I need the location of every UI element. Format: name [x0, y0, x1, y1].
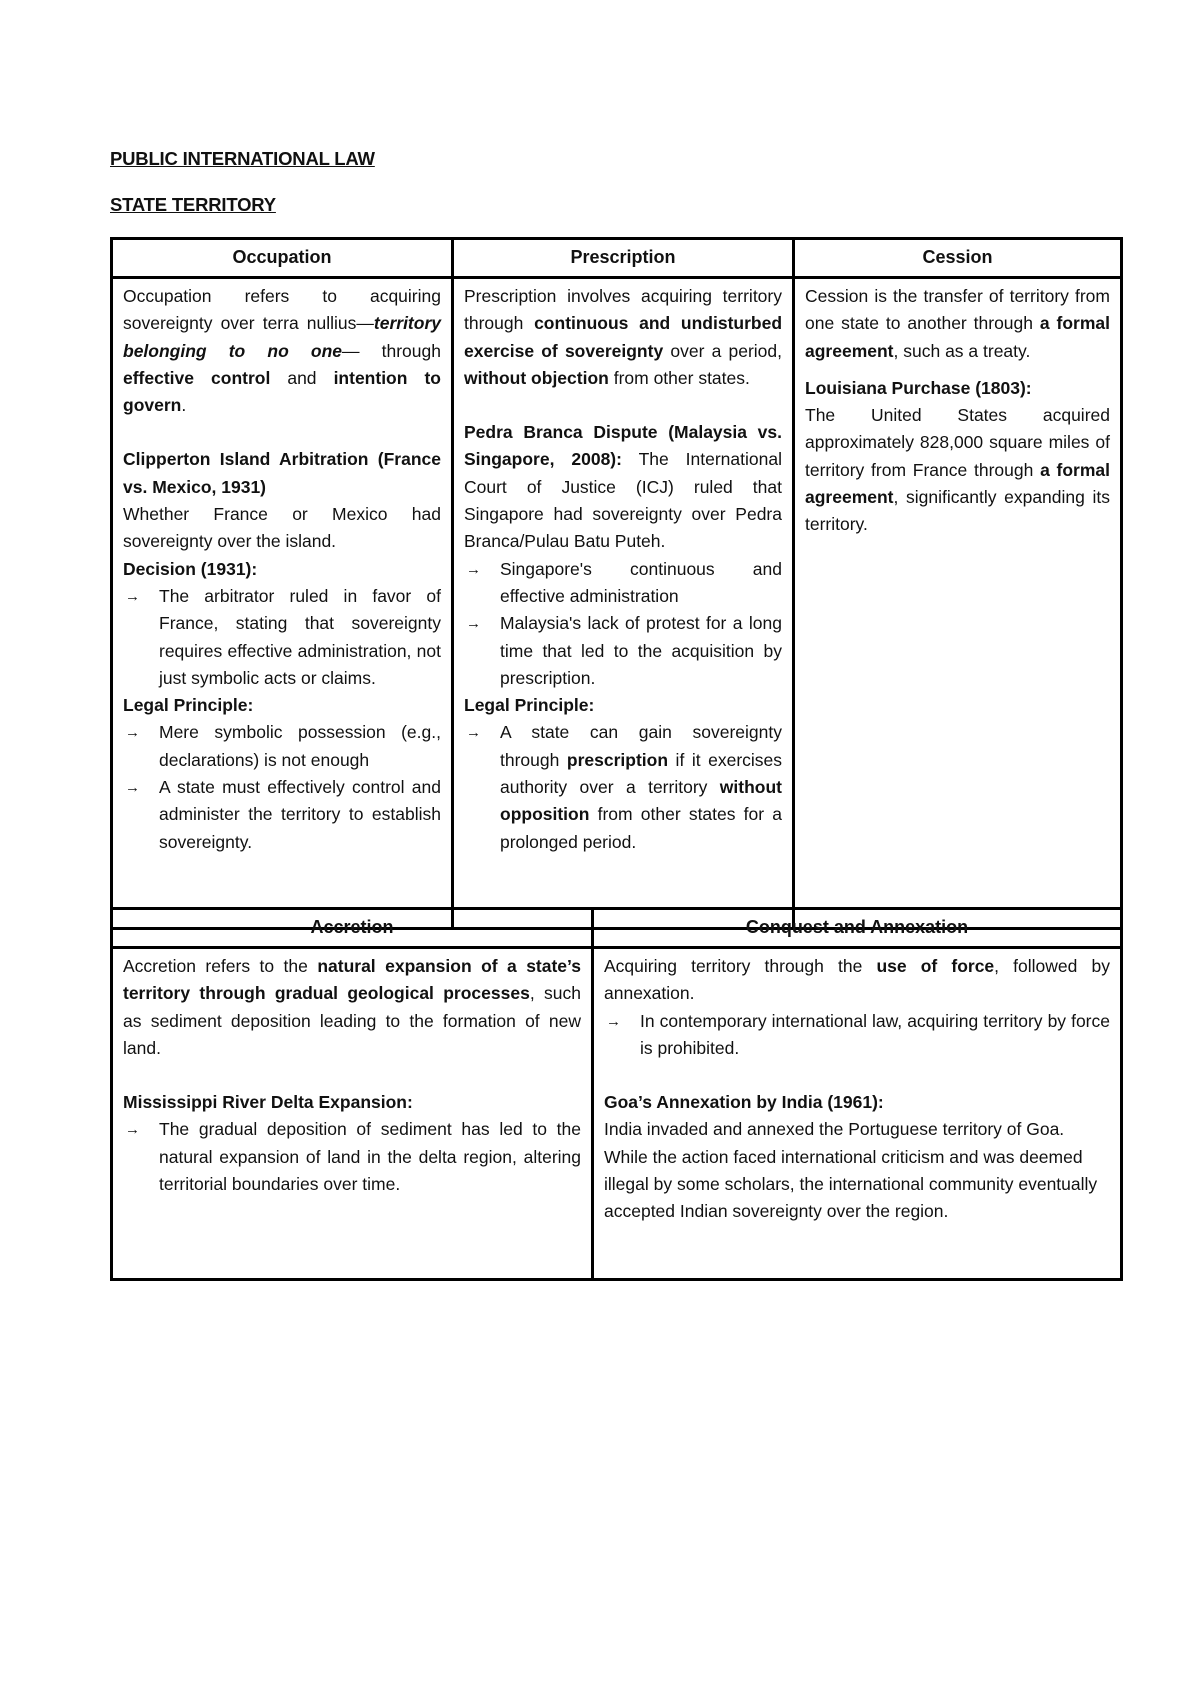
prescription-case-desc: The International Court of Justice (ICJ) ruled that Singapore had sovereignty over Pedra Branca/Pulau Batu Puteh.	[464, 449, 782, 552]
occupation-decision-list	[123, 583, 441, 692]
prescription-case	[464, 419, 782, 555]
accretion-header: Accretion	[112, 909, 593, 948]
occupation-case-desc: Whether France or Mexico had sovereignty over the island.	[123, 504, 441, 552]
occupation-decision-label: Decision (1931):	[123, 558, 258, 579]
cession-header: Cession	[794, 239, 1122, 278]
conquest-cell	[593, 948, 1122, 1280]
prescription-header: Prescription	[453, 239, 794, 278]
cession-intro: Cession is the transfer of territory from one state to another through a formal agreement, such as a treaty.	[805, 286, 1111, 361]
prescription-intro: Prescription involves acquiring territory through continuous and undisturbed exercise of sovereignty over a period, without objection from other states.	[464, 286, 783, 388]
cession-cell	[794, 278, 1122, 929]
list-item: → Malaysia's lack of protest for a long time that led to the acquisition by prescription.	[464, 610, 782, 692]
acquisition-methods-table-bottom	[110, 907, 1123, 1281]
occupation-header: Occupation	[112, 239, 453, 278]
list-item: → Singapore's continuous and effective administration	[464, 556, 782, 611]
conquest-header: Conquest and Annexation	[593, 909, 1122, 948]
cession-case-desc: The United States acquired approximately 828,000 square miles of territory from France through a formal agreement, significantly expanding its territory.	[805, 405, 1111, 535]
list-item: → The arbitrator ruled in favor of France, stating that sovereignty requires effective administration, not just symbolic acts or claims.	[123, 583, 441, 692]
occupation-intro: Occupation refers to acquiring sovereignty over terra nullius—territory belonging to no one— through effective control and intention to govern.	[123, 286, 441, 416]
occupation-principle-list	[123, 719, 441, 855]
list-item: → A state can gain sovereignty through prescription if it exercises authority over a territory without opposition from other states for a prolonged period.	[464, 719, 782, 855]
occupation-case-title: Clipperton Island Arbitration (France vs. Mexico, 1931)	[123, 449, 441, 497]
accretion-points-list	[123, 1116, 581, 1198]
list-item: → A state must effectively control and administer the territory to establish sovereignty.	[123, 774, 441, 856]
conquest-case-title: Goa’s Annexation by India (1961):	[604, 1092, 884, 1113]
accretion-case-title: Mississippi River Delta Expansion:	[123, 1092, 413, 1113]
list-item: → Mere symbolic possession (e.g., declarations) is not enough	[123, 719, 441, 774]
prescription-cell	[453, 278, 794, 929]
occupation-principle-label: Legal Principle:	[123, 695, 254, 716]
accretion-intro: Accretion refers to the natural expansion of a state’s territory through gradual geological processes, such as sediment deposition leading to the formation of new land.	[123, 956, 581, 1058]
prescription-principle-label: Legal Principle:	[464, 695, 595, 716]
prescription-principle-list	[464, 719, 782, 855]
document-title: PUBLIC INTERNATIONAL LAW	[110, 148, 375, 169]
occupation-cell	[112, 278, 453, 929]
prescription-case-title: Pedra Branca Dispute (Malaysia vs. Singapore, 2008):	[464, 422, 782, 470]
list-item: → In contemporary international law, acquiring territory by force is prohibited.	[604, 1008, 1110, 1063]
conquest-case-desc: India invaded and annexed the Portuguese territory of Goa. While the action faced international criticism and was deemed illegal by some scholars, the international community eventually accepted Indian sovereignty over the region.	[604, 1119, 1098, 1222]
list-item: → The gradual deposition of sediment has led to the natural expansion of land in the delta region, altering territorial boundaries over time.	[123, 1116, 581, 1198]
conquest-intro: Acquiring territory through the use of force, followed by annexation.	[604, 956, 1110, 1004]
accretion-cell	[112, 948, 593, 1280]
section-title: STATE TERRITORY	[110, 194, 276, 215]
prescription-points-list	[464, 556, 782, 692]
cession-case-title: Louisiana Purchase (1803):	[805, 377, 1032, 398]
conquest-points-list	[604, 1008, 1110, 1063]
acquisition-methods-table-top	[110, 237, 1123, 930]
